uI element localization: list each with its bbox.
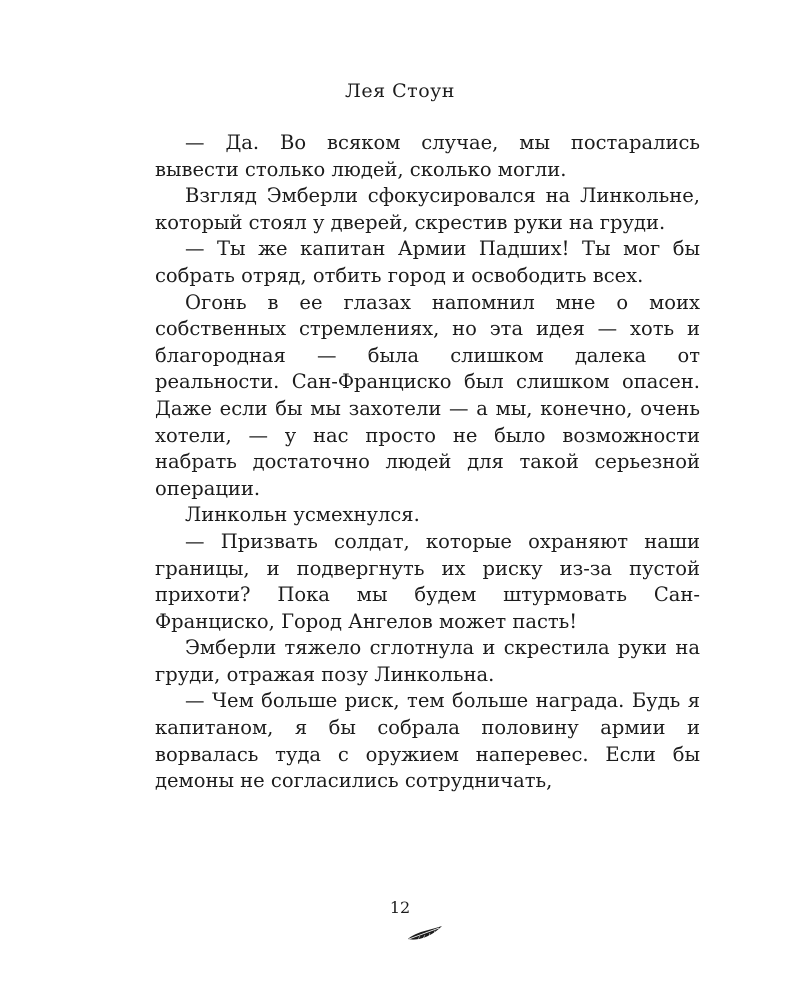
- paragraph: — Ты же капитан Армии Падших! Ты мог бы собрать отряд, отбить город и освободить всех.: [155, 237, 700, 287]
- page-number: 12: [389, 898, 411, 917]
- paragraph: — Чем больше риск, тем больше награда. Будь я капитаном, я бы собрала половину армии и ворвалась туда с оружием наперевес. Если бы демоны не согласились сотрудничать,: [155, 689, 700, 793]
- paragraph: Огонь в ее глазах напомнил мне о моих собственных стремлениях, но эта идея — хоть и благородная — была слишком далека от реальности. Сан-Франциско был слишком опасен. Даже если бы мы захотели — а мы, конечно, очень хотели, — у нас просто не было возможности набрать достаточно людей для такой серьезной операции.: [155, 290, 700, 500]
- feather-icon: [406, 922, 446, 942]
- paragraph: Линкольн усмехнулся.: [185, 503, 420, 527]
- running-header-author: Лея Стоун: [345, 80, 455, 102]
- paragraph: — Да. Во всяком случае, мы постарались вывести столько людей, сколько могли.: [155, 131, 700, 181]
- paragraph: Взгляд Эмберли сфокусировался на Линкольне, который стоял у дверей, скрестив руки на груди.: [155, 184, 700, 234]
- page-body: [155, 130, 700, 795]
- paragraph: Эмберли тяжело сглотнула и скрестила руки на груди, отражая позу Линкольна.: [155, 636, 700, 686]
- paragraph: — Призвать солдат, которые охраняют наши границы, и подвергнуть их риску из-за пустой прихоти? Пока мы будем штурмовать Сан-Франциско, Город Ангелов может пасть!: [155, 529, 700, 633]
